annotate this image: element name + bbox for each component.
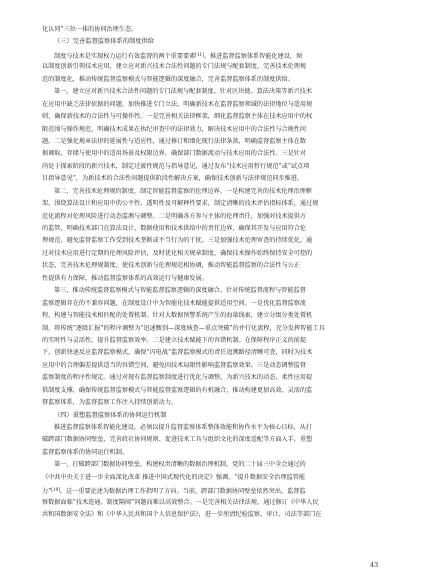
text-line	[42, 148, 385, 160]
text-line	[42, 472, 385, 484]
line-text: 程，构建与智能技术相匹配的处置机制。针对大数据预警系统产生的海量线索，建立分级分类处置机	[42, 312, 313, 320]
line-text: 目指导意见”，为新技术的合法性问题提供阶段性解决方案，确保技术创新与法律规范同步推进。	[42, 175, 304, 183]
text-line	[42, 223, 385, 235]
line-text: 第一，建立应对新兴技术合法性问题的专门法规与配套制度。针对区块链、算法决策等新兴技术	[54, 88, 312, 96]
line-text: 第一，打破跨部门数据协同壁垒，构建权责清晰的数据治理机制。党的二十届三中全会通过的	[54, 461, 306, 469]
text-line	[42, 273, 385, 285]
line-text-continued: 。这一重要论述为数据治理工作指明了方向。当前，跨部门数据协同壁垒依然突出，监督监	[59, 488, 306, 496]
text-line	[42, 335, 385, 347]
text-line	[42, 86, 385, 98]
text-line	[42, 99, 385, 111]
line-text: 则，确保新技术的合法性与可操作性。一是完善相关法律框架，细化监督监察主体在技术应用中的权	[42, 113, 313, 121]
text-line	[42, 24, 385, 36]
text-line	[42, 235, 385, 247]
line-text: 监察逻辑存在的不兼容问题，在制度设计中为智能化技术赋能提供适用空间。一是优化监督监察流	[42, 299, 307, 307]
text-line	[42, 211, 385, 223]
line-text: 《中共中央关于进一步全面深化改革 推进中国式现代化的决定》强调，“提升数据安全治理监管能	[42, 473, 306, 481]
line-text: 察数据面临“技术连通、制度隔阂”问题而难以高效整合。一是完善相关法律法规，通过修订《中华人民	[42, 498, 319, 506]
text-line	[42, 124, 385, 136]
text-line	[42, 260, 385, 272]
text-line	[42, 61, 385, 73]
line-text: （三）完善监督监察体系的制度供给	[54, 38, 154, 46]
text-line	[42, 422, 385, 434]
line-text: 共和国数据安全法》和《中华人民共和国个人信息保护法》，进一步厘清纪检监察、审计、司法等部门在	[42, 511, 322, 519]
line-text: 据调取、存储与使用中的适用场景及权限边界，确保部门数据流动与技术应用的合法性。三是针对	[42, 150, 307, 158]
text-line	[42, 285, 385, 297]
line-text: 供制度支撑，确保传统监督监察模式与智能监督监察逻辑的有机融合，推动构建更加高效、灵活的监	[42, 386, 313, 394]
section-heading	[42, 36, 385, 48]
line-text: 以制度创新引领技术应用、建立应对新兴技术合法性问题的专门法规与配套制度、完善技术伦理规	[42, 63, 307, 71]
text-line	[42, 385, 385, 397]
text-line	[42, 397, 385, 409]
citation-reference: [11]	[195, 51, 204, 57]
text-line	[42, 360, 385, 372]
text-line	[42, 509, 385, 521]
line-text: 督监察体系，为监督监察工作注入持续创新动力。	[42, 399, 178, 407]
line-text: 过对技术应用进行定期的伦理风险评估，及时优化相关规章制度，确保技术操作始终保持安全可控的	[42, 249, 313, 257]
text-line	[42, 74, 385, 86]
text-line	[42, 323, 385, 335]
text-line	[42, 173, 385, 185]
line-text: 题。二是强化规章法律的延展性与适应性，通过修订和细化现行法律条款，明确监督监察主体在数	[42, 137, 307, 145]
line-text: （四）重塑监督监察体系的协同运行机制	[54, 411, 167, 419]
text-line	[42, 136, 385, 148]
text-line	[42, 434, 385, 446]
line-text: 范的制度化，推动传统监督监察模式与智能逻辑的深度融合，完善监督监察体系的制度供给。	[42, 75, 294, 83]
text-line	[42, 111, 385, 123]
citation-reference: [19]	[51, 487, 60, 493]
text-line	[42, 298, 385, 310]
line-text: 限范围与操作规范，明确技术成果在执纪审查中的法律效力，解决技术应用中的合法性与合规性问	[42, 125, 307, 133]
line-text: 应用中的合理偏差提供适当的容错空间，避免因技术局限性影响监督监察效果。三是动态调整监督	[42, 361, 307, 369]
line-text: 第三，推动传统监督监察模式与智能监督监察逻辑的深度融合。针对传统监督流程与智能监督	[54, 287, 306, 295]
text-line	[42, 484, 385, 496]
line-text: 架，围绕算法设计和应用中的公平性、透明性及可解释性要求，制定清晰的技术评估指标体系，通过规	[42, 200, 319, 208]
text-line	[42, 372, 385, 384]
text-line	[42, 447, 385, 459]
line-text: 监察制度的程序性规定。通过对现有监督监察制度进行优化与调整，为新兴技术的动态、柔性应用提	[42, 374, 313, 382]
text-line	[42, 161, 385, 173]
text-line	[42, 248, 385, 260]
text-line	[42, 310, 385, 322]
line-text: 监督监察体系的协同运行机制。	[42, 448, 128, 456]
line-text: 性提供有力保障，推动监督监察体系的高效运行与健康发展。	[42, 274, 208, 282]
section-heading	[42, 410, 385, 422]
line-text: 推进监督监察体系智能化建设，必须以提升监督监察体系整体效能和协作水平为核心目标，从打	[54, 424, 312, 431]
text-line	[42, 198, 385, 210]
text-line	[42, 459, 385, 471]
line-text: 第二，完善技术伦理规约制度，制定智能监督监察的伦理边界。一是构建完善的技术伦理治理框	[54, 187, 312, 195]
line-text: 的监管，明确技术部门在算法设计、数据使用和技术供给中的责任边界，确保其开发与应用符合伦	[42, 225, 307, 232]
text-line	[42, 49, 385, 61]
line-text: 下，创新快速反应监督监察模式，确保“闪电战”监督监察模式的责任追溯路径清晰可查，同时为技术	[42, 349, 313, 357]
line-text: 在应用中缺乏法律依据的问题，加快推进专门立法，明确新技术在监督监察领域的法律地位与适用规	[42, 100, 313, 108]
line-text: 化认同”三位一体的协同治理生态。	[42, 26, 138, 33]
line-text: 力”	[42, 488, 52, 496]
line-text: 的实时性与灵活性，提升监督监察效率。二是建立技术赋能下的容错机制。在保障程序正义的前提	[42, 336, 307, 344]
line-text: 尚处于探索阶段的新兴技术，制定过渡性规范与指导意见，通过发布“技术应用暂行规范”或“试点项	[42, 162, 310, 170]
line-text: 理规范，避免监督监察工作受到技术垄断或不当行为的干扰。三是加强技术伦理审查的持续优化，通	[42, 237, 313, 245]
text-line	[42, 186, 385, 198]
line-text: 范化流程对伦理风险进行动态监测与调整。二是明确各方参与主体的伦理责任，加强对技术提供方	[42, 212, 307, 220]
line-text: 制，将传统“逐级汇报”的程序调整为“迅速甄别—深度核查—重点突破”的并行化流程，充分发挥智能工具	[42, 324, 325, 332]
line-text-continued: 。推进监督监察体系智能化建设，须	[203, 52, 303, 60]
line-text: 破跨部门数据协同壁垒、完善政社协同规则、促进技术工具与组织文化的深度适配等方面入手，重塑	[42, 436, 313, 444]
page-body	[42, 24, 385, 522]
page-number: 43	[370, 561, 379, 569]
line-text: 制度与技术是实现权力运行有效监督的两个重要要素	[54, 52, 196, 60]
text-line	[42, 497, 385, 509]
text-line	[42, 347, 385, 359]
line-text: 状态，完善技术伦理规制度，使技术创新与伦理规范相协调，推动智能监督监察的合法性与公正	[42, 262, 300, 270]
